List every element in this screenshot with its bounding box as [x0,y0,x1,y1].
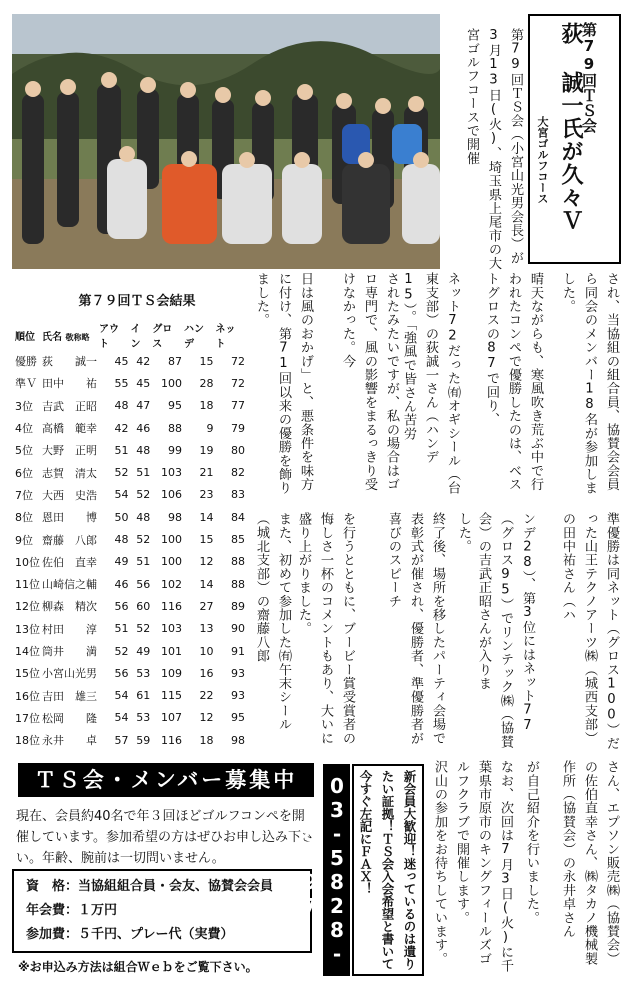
gross-cell: 116 [160,733,182,747]
out-cell: 52 [114,466,129,480]
in-cell: 42 [136,354,151,368]
rank-cell: 16位 [15,689,40,703]
recruit-text: 現在、会員約40名で年３回ほどゴルフコンペを開催しています。参加希望の方はぜひお申し込み下さい。年齢、腕前は一切問いません。 [16,809,314,866]
in-cell: 46 [136,421,151,435]
handicap-cell: 12 [199,555,214,569]
out-cell: 48 [114,399,129,413]
handicap-cell: 9 [206,421,214,435]
headline-issue: 第79回ＴＳ会 [580,22,598,133]
article-col-1: 第79回ＴＳ会（小宮山光男会長）が3月13日(火)、埼玉県上尾市の大宮ゴルフコースで開催 [464,28,523,270]
handicap-cell: 15 [199,354,214,368]
article-col-14: が自己紹介を行いました。 [524,760,539,925]
annual-fee: 年会費：１万円 [26,903,118,918]
out-cell: 56 [114,599,129,613]
net-cell: 95 [231,711,245,725]
out-cell: 52 [114,644,129,658]
handicap-cell: 14 [199,577,214,591]
net-cell: 88 [231,577,245,591]
results-title: 第７９回ＴＳ会結果 [78,294,196,309]
name-cell: 佐伯 直幸 [42,555,97,569]
name-cell: 松岡 隆 [42,711,97,725]
article-col-12: また、初めて参加した㈲午末シール（城北支部）の齋藤八郎 [254,512,291,732]
gross-cell: 100 [160,555,182,569]
net-cell: 72 [231,354,245,368]
in-cell: 47 [136,399,151,413]
name-cell: 筒井 満 [42,645,97,658]
gross-cell: 95 [167,399,182,413]
in-cell: 51 [136,466,151,480]
out-cell: 54 [114,711,129,725]
name-cell: 大野 正明 [42,444,97,458]
article-col-4: ネット72だった㈲オギシール（台東支部）の荻誠一さん（ハンデ15）。「強風で皆さん苦労 [401,272,460,495]
name-cell: 村田 淳 [42,622,97,636]
gross-cell: 88 [167,421,182,435]
in-cell: 60 [136,599,151,613]
in-cell: 52 [136,622,151,636]
net-cell: 93 [231,689,245,703]
gross-cell: 103 [160,466,182,480]
in-cell: 48 [136,443,151,457]
rank-cell: 6位 [15,466,33,480]
handicap-cell: 12 [199,711,214,725]
net-cell: 91 [231,644,245,658]
fax-number: 03-5828-8797 [323,764,350,976]
net-cell: 82 [231,466,245,480]
net-cell: 89 [231,599,245,613]
article-col-16: 沢山の参加をお待ちしています。 [432,760,447,966]
rank-cell: 14位 [15,645,40,658]
table-row [14,707,246,729]
header-rank: 順位 [15,331,35,343]
header-in: イン [130,324,141,350]
rank-cell: 11位 [15,578,40,592]
in-cell: 51 [136,555,151,569]
gross-cell: 87 [167,354,182,368]
out-cell: 56 [114,666,129,680]
article-col-5: されたみたいですが、私の場合はゴロ専門で、風の影響をまるっきり受けなかった。今 [340,272,399,492]
rank-cell: 7位 [15,488,33,502]
rank-cell: 15位 [15,667,40,681]
article-col-2: され、当協組の組合員、協賛会会員ら同会のメンバー18名が参加しました。 [560,272,619,495]
rank-cell: 18位 [15,734,40,748]
in-cell: 61 [136,689,151,703]
rank-cell: 3位 [15,399,33,413]
handicap-cell: 13 [199,622,214,636]
net-cell: 90 [231,622,245,636]
in-cell: 53 [136,711,151,725]
name-cell: 志賀 清太 [42,466,97,480]
rank-cell: 5位 [15,444,33,458]
handicap-cell: 14 [199,510,214,524]
out-cell: 57 [114,733,129,747]
table-row [14,417,246,439]
net-cell: 98 [231,733,245,747]
out-cell: 54 [114,488,129,502]
gross-cell: 101 [160,644,182,658]
handicap-cell: 23 [199,488,214,502]
article-col-7: 準優勝は同ネット（グロス100）だった山王テクノアーツ㈱（城西支部）の田中祐さん（ハ [560,512,619,751]
group-photo-icon [12,14,440,269]
in-cell: 52 [136,488,151,502]
net-cell: 77 [231,399,245,413]
gross-cell: 100 [160,376,182,390]
results-table [14,320,246,751]
gross-cell: 98 [167,510,182,524]
gross-cell: 109 [160,666,182,680]
qualification-box [12,869,312,953]
out-cell: 51 [114,443,129,457]
handicap-cell: 22 [199,689,214,703]
out-cell: 42 [114,421,129,435]
handicap-cell: 28 [199,376,214,390]
handicap-cell: 18 [199,733,214,747]
in-cell: 53 [136,666,151,680]
table-row [14,439,246,461]
out-cell: 45 [114,354,129,368]
name-cell: 恩田 博 [42,511,97,525]
recruit-banner: ＴＳ会・メンバー募集中 [18,763,314,797]
article-col-10: 終了後、場所を移したパーティ会場で表彰式が催され、優勝者、準優勝者が喜びのスピーチ [386,512,445,745]
table-row [14,372,246,394]
name-cell: 永井 卓 [42,734,97,748]
header-out: アウト [99,324,119,350]
table-row [14,551,246,573]
results-header-row [14,320,246,350]
qualification: 資 格：当協組組合員・会友、協賛会会員 [26,879,274,894]
article-col-8: ンデ28）、第3位にはネット77（グロス95）でリンテック㈱（協賛会）の吉武正昭さんが入りま [476,512,535,749]
out-cell: 46 [114,577,129,591]
rank-cell: 8位 [15,511,33,525]
net-cell: 84 [231,510,245,524]
table-row [14,729,246,751]
rank-cell: 準Ｖ [15,377,37,391]
rank-cell: 優勝 [15,355,37,369]
out-cell: 51 [114,622,129,636]
net-cell: 83 [231,488,245,502]
table-row [14,395,246,417]
handicap-cell: 19 [199,443,214,457]
out-cell: 49 [114,555,129,569]
article-col-3: 晴天ながらも、寒風吹き荒ぶ中で行われたコンペで優勝したのは、ベストグロスの87で回り、 [484,272,543,492]
headline-title: 荻 誠一氏が久々Ｖ [558,22,583,232]
in-cell: 56 [136,577,151,591]
apply-note: ※お申込み方法は組合Ｗｅｂをご覧下さい。 [18,960,258,974]
table-row [14,506,246,528]
rank-cell: 10位 [15,555,40,569]
gross-cell: 102 [160,577,182,591]
fax-ad-message: 新会員大歓迎！迷っているのは遺りたい証拠！ＴＳ会入会希望と書いて今すぐ左記にＦＡＸ！ [352,764,424,976]
table-row [14,484,246,506]
article-col-9: した。 [456,512,471,554]
rank-cell: 12位 [15,600,40,614]
handicap-cell: 21 [199,466,214,480]
table-row [14,618,246,640]
net-cell: 80 [231,443,245,457]
gross-cell: 106 [160,488,182,502]
net-cell: 85 [231,533,245,547]
handicap-cell: 27 [199,599,214,613]
in-cell: 49 [136,644,151,658]
participation-fee: 参加費：５千円、プレー代（実費） [26,927,234,942]
out-cell: 48 [114,533,129,547]
table-row [14,640,246,662]
gross-cell: 100 [160,533,182,547]
handicap-cell: 16 [199,666,214,680]
handicap-cell: 18 [199,399,214,413]
net-cell: 93 [231,666,245,680]
header-gross: グロス [152,324,173,350]
rank-cell: 13位 [15,622,40,636]
headline-box [528,14,621,264]
article-col-13: さん、エプソン販売㈱（協賛会）の佐伯直幸さん、㈱タカノ機械製作所（協賛会）の永井卓さん [560,760,619,966]
header-net: ネット [215,324,236,350]
out-cell: 50 [114,510,129,524]
in-cell: 48 [136,510,151,524]
header-handicap: ハンデ [183,324,204,350]
rank-cell: 4位 [15,422,33,436]
out-cell: 54 [114,689,129,703]
in-cell: 52 [136,533,151,547]
handicap-cell: 15 [199,533,214,547]
name-cell: 荻 誠一 [42,355,97,369]
net-cell: 88 [231,555,245,569]
table-row [14,595,246,617]
table-row [14,461,246,483]
table-row [14,662,246,684]
name-cell: 高橋 範幸 [42,422,97,436]
gross-cell: 103 [160,622,182,636]
rank-cell: 9位 [15,533,33,547]
net-cell: 72 [231,376,245,390]
name-cell: 吉田 雄三 [42,689,97,703]
group-photo [12,14,440,269]
gross-cell: 99 [167,443,182,457]
name-cell: 齋藤 八郎 [42,533,97,547]
name-cell: 田中 祐 [42,377,97,391]
article-col-6: 日は風のおかげ」と、悪条件を味方に付け、第71回以来の優勝を飾りました。 [254,272,313,495]
in-cell: 59 [136,733,151,747]
gross-cell: 107 [160,711,182,725]
name-cell: 山崎信之輔 [42,578,97,592]
handicap-cell: 10 [199,644,214,658]
header-name: 氏名 敬称略 [42,331,90,343]
out-cell: 55 [114,376,129,390]
table-row [14,350,246,372]
name-cell: 小宮山光男 [42,667,97,681]
in-cell: 45 [136,376,151,390]
name-cell: 大西 史浩 [42,488,97,502]
gross-cell: 115 [160,689,182,703]
rank-cell: 17位 [15,711,40,725]
gross-cell: 116 [160,599,182,613]
table-row [14,573,246,595]
name-cell: 柳森 精次 [42,600,97,614]
article-col-15: なお、次回は7月3日(火)に千葉県市原市のキングフィールズゴルフクラブで開催します。 [454,760,513,973]
table-row [14,684,246,706]
name-cell: 吉武 正昭 [42,399,97,413]
results-body [14,350,246,751]
table-row [14,528,246,550]
article-col-11: を行うとともに、ブービー賞受賞者の悔しさ一杯のコメントもあり、大いに盛り上がりました。 [296,512,355,745]
net-cell: 79 [231,421,245,435]
headline-venue: 大宮ゴルフコース [536,116,549,204]
